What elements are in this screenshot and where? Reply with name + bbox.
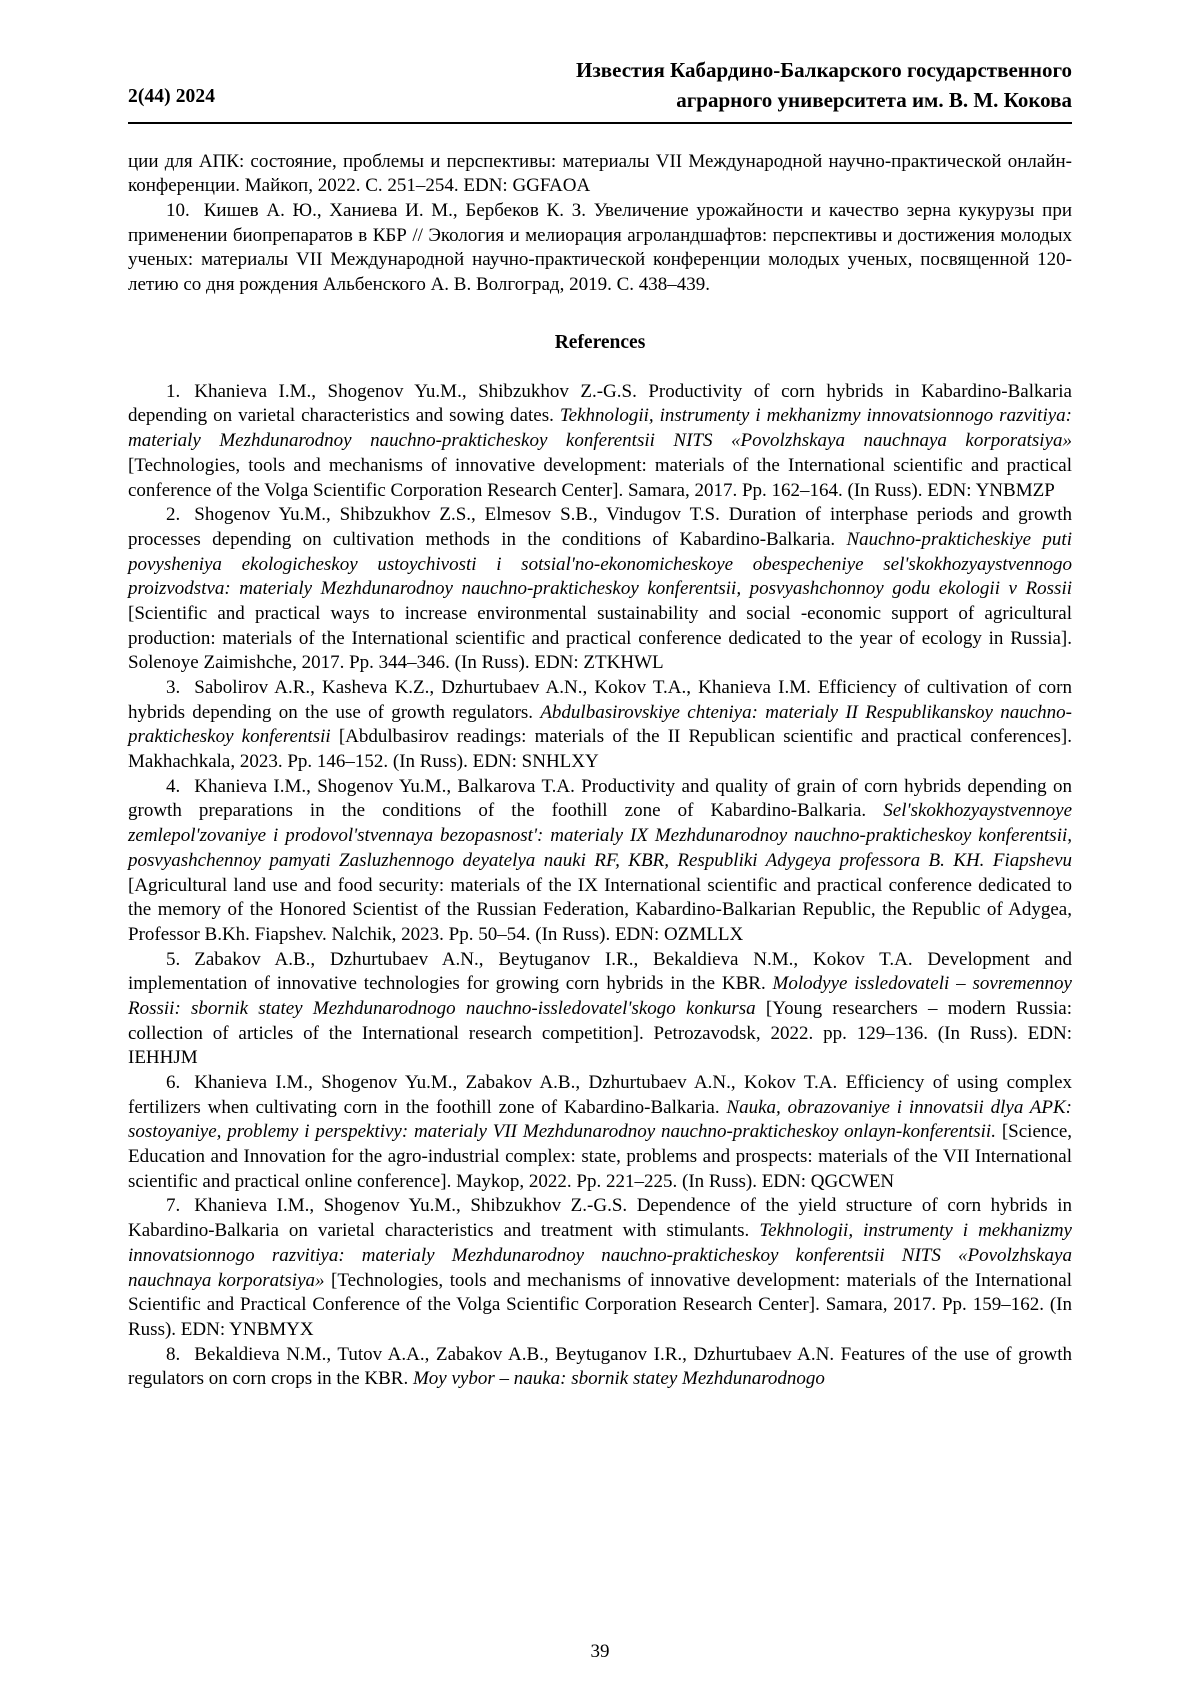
- reference-text: Кишев А. Ю., Ханиева И. М., Бербеков К. З. Увеличение урожайности и качество зерна кукурузы при применении биопрепаратов в КБР // Экология и мелиорация агроландшафтов: перспективы и достижения молодых ученых: материалы VII Международной научно-практической конференции молодых ученых, посвященной 120-летию со дня рождения Альбенского А. В. Волгоград, 2019. С. 438–439.: [128, 200, 1072, 296]
- reference-text-part: [Technologies, tools and mechanisms of innovative development: materials of the International scientific and practical conference of the Volga Scientific Corporation Research Center]. Samara, 2017. Pp. 162–164. (In Russ). EDN: YNBMZP: [128, 454, 1072, 501]
- page-number: 39: [590, 1641, 610, 1662]
- journal-title-line2: аграрного университета им. В. М. Кокова: [676, 87, 1072, 112]
- reference-item: [128, 775, 1072, 948]
- reference-text-part: Shogenov Yu.M., Shibzukhov Z.S., Elmesov S.B., Vindugov T.S. Duration of interphase periods and growth processes depending on cultivation methods in the conditions of Kabardino-Balkaria.: [128, 504, 1072, 550]
- reference-text-part: Khanieva I.M., Shogenov Yu.M., Balkarova T.A. Productivity and quality of grain of corn hybrids depending on growth preparations in the conditions of the foothill zone of Kabardino-Balkaria.: [128, 775, 1072, 822]
- reference-item: [128, 948, 1072, 1071]
- reference-text-part-italic: Moy vybor – nauka: sbornik statey Mezhdunarodnogo: [412, 1368, 825, 1390]
- reference-text-part: Khanieva I.M., Shogenov Yu.M., Zabakov A.B., Dzhurtubaev A.N., Kokov T.A. Efficiency of using complex fertilizers when cultivating corn in the foothill zone of Kabardino-Balkaria.: [128, 1072, 1072, 1118]
- journal-title-line1: Известия Кабардино-Балкарского государственного: [576, 58, 1072, 82]
- reference-text-part-italic: Tekhnologii, instrumenty i mekhanizmy innovatsionnogo razvitiya: materialy Mezhdunarodnoy nauchno-prakticheskoy konferentsii NITS «Povolzhskaya nauchnaya korporatsiya»: [128, 1220, 1072, 1291]
- reference-item: [128, 1194, 1072, 1342]
- reference-number: 7.: [166, 1195, 181, 1217]
- reference-item: [128, 380, 1072, 503]
- reference-number: 2.: [166, 504, 181, 526]
- page-header: [128, 56, 1072, 124]
- journal-title: [576, 56, 1072, 116]
- reference-item: [128, 1071, 1072, 1194]
- references-heading: References: [554, 331, 646, 353]
- reference-item: [128, 503, 1072, 676]
- reference-text-part: [Abdulbasirov readings: materials of the II Republican scientific and practical conferences]. Makhachkala, 2023. Pp. 146–152. (In Russ). EDN: SNHLXY: [128, 726, 1072, 773]
- reference-text-part-italic: Nauchno-prakticheskiye puti povysheniya ekologicheskoy ustoychivosti i sotsial'no-ekonomicheskoye obespecheniye sel'skokhozyaystvennogo proizvodstva: materialy Mezhdunarodnoy nauchno-prakticheskoy konferentsii, posvyashchonnoy godu ekologii v Rossii: [128, 528, 1072, 600]
- reference-text-part: [Young researchers – modern Russia: collection of articles of the International research competition]. Petrozavodsk, 2022. pp. 129–136. (In Russ). EDN: IEHHJM: [128, 997, 1072, 1069]
- reference-number: 1.: [166, 380, 181, 402]
- reference-number: 3.: [166, 677, 181, 698]
- reference-text-part: Khanieva I.M., Shogenov Yu.M., Shibzukhov Z.-G.S. Dependence of the yield structure of corn hybrids in Kabardino-Balkaria on varietal characteristics and treatment with stimulants.: [128, 1195, 1072, 1242]
- reference-number: 5.: [166, 948, 181, 970]
- reference-text-part: [Science, Education and Innovation for the agro-industrial complex: state, problems and prospects: materials of the VII International scientific and practical online conference]. Maykop, 2022. Pp. 221–225. (In Russ). EDN: QGCWEN: [128, 1121, 1072, 1192]
- reference-text-part: Zabakov A.B., Dzhurtubaev A.N., Beytuganov I.R., Bekaldieva N.M., Kokov T.A. Development and implementation of innovative technologies for growing corn hybrids in the KBR.: [128, 948, 1072, 995]
- reference-text-part: Bekaldieva N.M., Tutov A.A., Zabakov A.B., Beytuganov I.R., Dzhurtubaev A.N. Features of the use of growth regulators on corn crops in the KBR.: [128, 1343, 1072, 1390]
- reference-text-part: [Agricultural land use and food security: materials of the IX International scientific and practical conference dedicated to the memory of the Honored Scientist of the Russian Federation, Kabardino-Balkarian Republic, the Republic of Adygea, Professor B.Kh. Fiapshev. Nalchik, 2023. Pp. 50–54. (In Russ). EDN: OZMLLX: [128, 874, 1072, 945]
- reference-text-part: Khanieva I.M., Shogenov Yu.M., Shibzukhov Z.-G.S. Productivity of corn hybrids in Kabardino-Balkaria depending on varietal characteristics and sowing dates.: [128, 380, 1072, 427]
- reference-number: 8.: [166, 1343, 181, 1365]
- reference-text-part: Sabolirov A.R., Kasheva K.Z., Dzhurtubaev A.N., Kokov T.A., Khanieva I.M. Efficiency of cultivation of corn hybrids depending on the use of growth regulators.: [128, 677, 1072, 723]
- reference-number: 10.: [166, 200, 190, 221]
- references-list: [128, 380, 1072, 1392]
- reference-text-part-italic: Tekhnologii, instrumenty i mekhanizmy innovatsionnogo razvitiya: materialy Mezhdunarodnoy nauchno-prakticheskoy konferentsii NITS «Povolzhskaya nauchnaya korporatsiya»: [128, 405, 1072, 452]
- reference-number: 4.: [166, 775, 181, 797]
- reference-text-part-italic: Nauka, obrazovaniye i innovatsii dlya APK: sostoyaniye, problemy i perspektivy: materialy VII Mezhdunarodnoy nauchno-prakticheskoy onlayn-konferentsii.: [128, 1096, 1072, 1143]
- reference-text-part-italic: Molodyye issledovateli – sovremennoy Rossii: sbornik statey Mezhdunarodnogo nauchno-issledovatel'skogo konkursa: [128, 973, 1072, 1019]
- reference-text-part: [Scientific and practical ways to increase environmental sustainability and social -economic support of agricultural production: materials of the International scientific and practical conference dedicated to the year of ecology in Russia]. Solenoye Zaimishche, 2017. Pp. 344–346. (In Russ). EDN: ZTKHWL: [128, 602, 1072, 674]
- reference-text-part-italic: Sel'skokhozyaystvennoye zemlepol'zovaniye i prodovol'stvennaya bezopasnost': materialy IX Mezhdunarodnoy nauchno-prakticheskoy konferentsii, posvyashchennoy pamyati Zasluzhennogo deyatelya nauki RF, KBR, Respubliki Adygeya professora B. KH. Fiapshevu: [128, 800, 1072, 871]
- reference-item: [128, 676, 1072, 775]
- reference-text-part-italic: Abdulbasirovskiye chteniya: materialy II Respublikanskoy nauchno-prakticheskoy konferentsii: [128, 701, 1072, 748]
- issue-number: 2(44) 2024: [128, 86, 216, 107]
- reference-item: [128, 1343, 1072, 1392]
- reference-text-part: [Technologies, tools and mechanisms of innovative development: materials of the International Scientific and Practical Conference of the Volga Scientific Corporation Research Center]. Samara, 2017. Pp. 159–162. (In Russ). EDN: YNBMYX: [128, 1269, 1072, 1340]
- russian-reference-10: [128, 199, 1072, 298]
- reference-number: 6.: [166, 1072, 181, 1093]
- continued-paragraph: ции для АПК: состояние, проблемы и перспективы: материалы VII Международной научно-практической онлайн-конференции. Майкоп, 2022. С. 251–254. EDN: GGFAOA: [128, 150, 1072, 197]
